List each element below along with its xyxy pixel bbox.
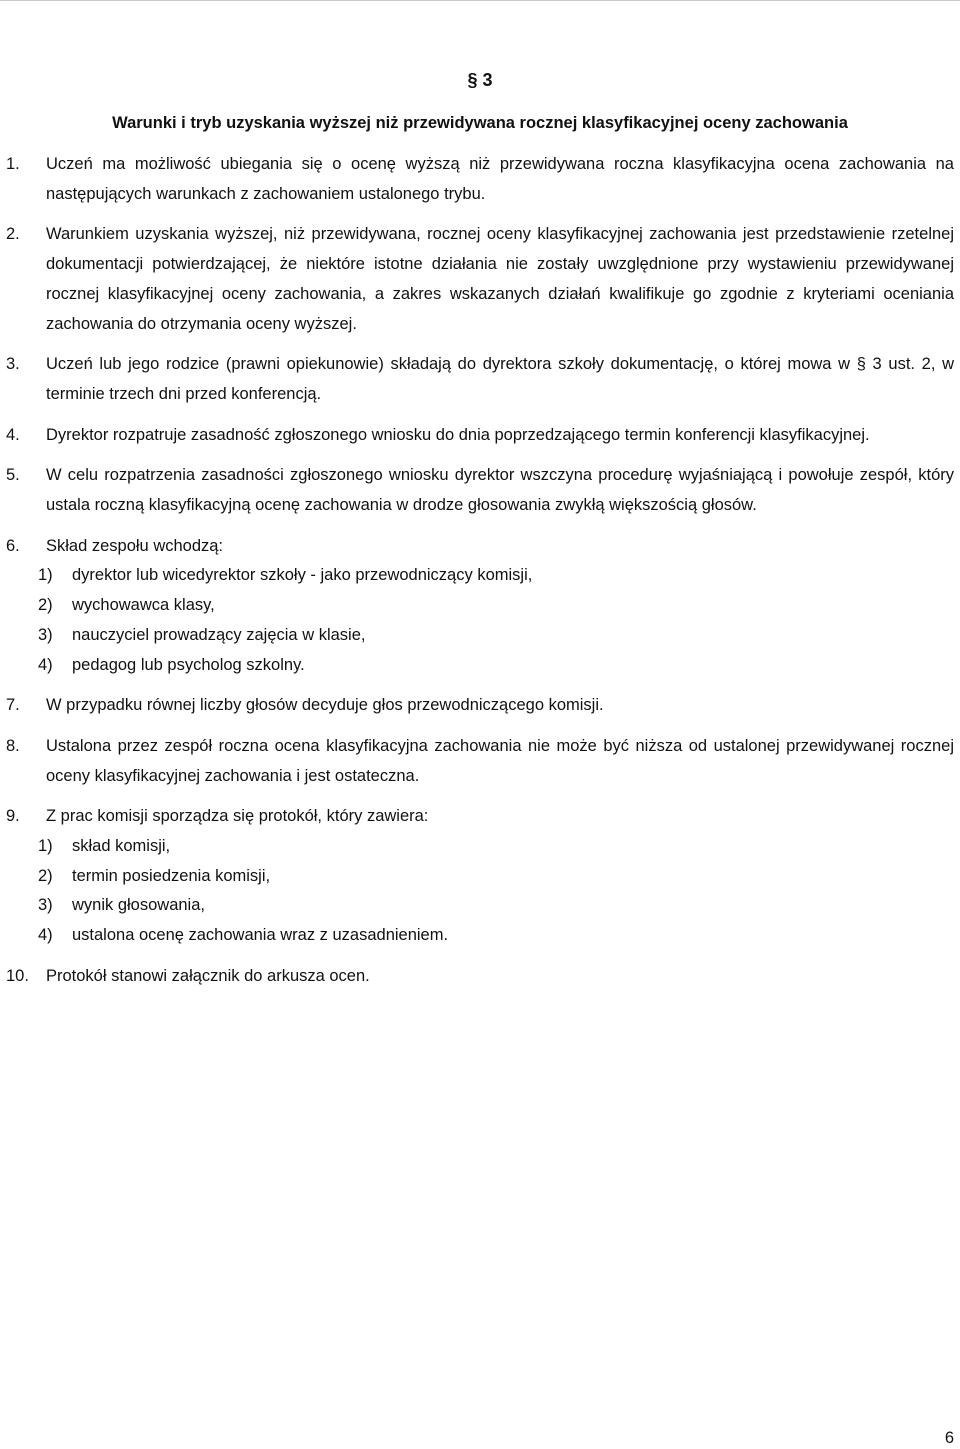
point-text: Ustalona przez zespół roczna ocena klasyfikacyjna zachowania nie może być niższa od ustalonej przewidywanej rocznej oceny klasyfikacyjnej zachowania i jest ostateczna. <box>46 736 954 785</box>
document-title: Warunki i tryb uzyskania wyższej niż przewidywana rocznej klasyfikacyjnej oceny zachowania <box>112 114 848 132</box>
point-number: 2. <box>6 225 20 244</box>
point-text: Uczeń ma możliwość ubiegania się o ocenę wyższą niż przewidywana roczna klasyfikacyjna ocena zachowania na następujących warunkach z zachowaniem ustalonego trybu. <box>46 155 954 203</box>
point-10 <box>6 962 954 992</box>
sub-item-text: skład komisji, <box>72 837 171 856</box>
point-8 <box>6 732 954 791</box>
point-number: 1. <box>6 155 20 173</box>
section-heading: § 3 <box>467 70 493 90</box>
points-list <box>6 150 954 992</box>
sub-item <box>6 832 954 862</box>
point-6 <box>6 532 954 562</box>
sub-item-number: 3) <box>38 625 53 644</box>
sub-item-text: termin posiedzenia komisji, <box>72 866 271 885</box>
sub-item-text: nauczyciel prowadzący zajęcia w klasie, <box>72 625 366 644</box>
top-border-line <box>0 0 960 1</box>
point-number: 4. <box>6 425 20 444</box>
point-text: Uczeń lub jego rodzice (prawni opiekunowie) składają do dyrektora szkoły dokumentację, o której mowa w § 3 ust. 2, w terminie trzech dni przed konferencją. <box>46 355 954 403</box>
point-3 <box>6 350 954 409</box>
sub-item <box>6 591 954 621</box>
point-5 <box>6 461 954 520</box>
point-number: 7. <box>6 696 20 715</box>
sub-item-number: 1) <box>38 566 53 585</box>
point-2 <box>6 220 954 339</box>
point-number: 9. <box>6 807 20 826</box>
point-text: Skład zespołu wchodzą: <box>46 536 224 555</box>
sub-item-text: wynik głosowania, <box>72 896 205 915</box>
sub-item <box>6 862 954 892</box>
point-9 <box>6 802 954 832</box>
sub-item <box>6 651 954 681</box>
point-number: 10. <box>6 966 29 985</box>
point-1 <box>6 150 954 209</box>
point-number: 6. <box>6 536 20 555</box>
sub-item-number: 1) <box>38 837 53 856</box>
sub-item-number: 2) <box>38 866 53 885</box>
point-text: W przypadku równej liczby głosów decyduje głos przewodniczącego komisji. <box>46 696 604 715</box>
sub-item-text: pedagog lub psycholog szkolny. <box>72 655 305 674</box>
point-text: Dyrektor rozpatruje zasadność zgłoszonego wniosku do dnia poprzedzającego termin konferencji klasyfikacyjnej. <box>46 425 870 444</box>
point-7 <box>6 691 954 721</box>
point-4 <box>6 421 954 451</box>
point-text: Protokół stanowi załącznik do arkusza ocen. <box>46 966 370 985</box>
sub-item-text: dyrektor lub wicedyrektor szkoły - jako przewodniczący komisji, <box>72 566 533 585</box>
sub-item-number: 4) <box>38 655 53 674</box>
sub-item <box>6 621 954 651</box>
point-text: W celu rozpatrzenia zasadności zgłoszonego wniosku dyrektor wszczyna procedurę wyjaśniającą i powołuje zespół, który ustala roczną klasyfikacyjną ocenę zachowania w drodze głosowania zwykłą większością głosów. <box>46 466 954 515</box>
sub-item <box>6 561 954 591</box>
point-text: Warunkiem uzyskania wyższej, niż przewidywana, rocznej oceny klasyfikacyjnej zachowania jest przedstawienie rzetelnej dokumentacji potwierdzającej, że niektóre istotne działania nie zostały uwzględnione przy wystawieniu przewidywanej rocznej klasyfikacyjnej oceny zachowania, a zakres wskazanych działań kwalifikuje go zgodnie z kryteriami oceniania zachowania do otrzymania oceny wyższej. <box>46 225 954 333</box>
sub-item <box>6 891 954 921</box>
sub-item-number: 4) <box>38 926 53 945</box>
page-number: 6 <box>944 1429 954 1447</box>
sub-item-text: ustalona ocenę zachowania wraz z uzasadnieniem. <box>72 926 449 945</box>
sub-item-text: wychowawca klasy, <box>72 596 215 615</box>
point-number: 3. <box>6 355 20 374</box>
sub-item-number: 2) <box>38 596 53 615</box>
sub-item <box>6 921 954 951</box>
sub-item-number: 3) <box>38 896 53 915</box>
point-text: Z prac komisji sporządza się protokół, który zawiera: <box>46 807 429 826</box>
point-number: 8. <box>6 736 20 755</box>
point-number: 5. <box>6 466 20 485</box>
